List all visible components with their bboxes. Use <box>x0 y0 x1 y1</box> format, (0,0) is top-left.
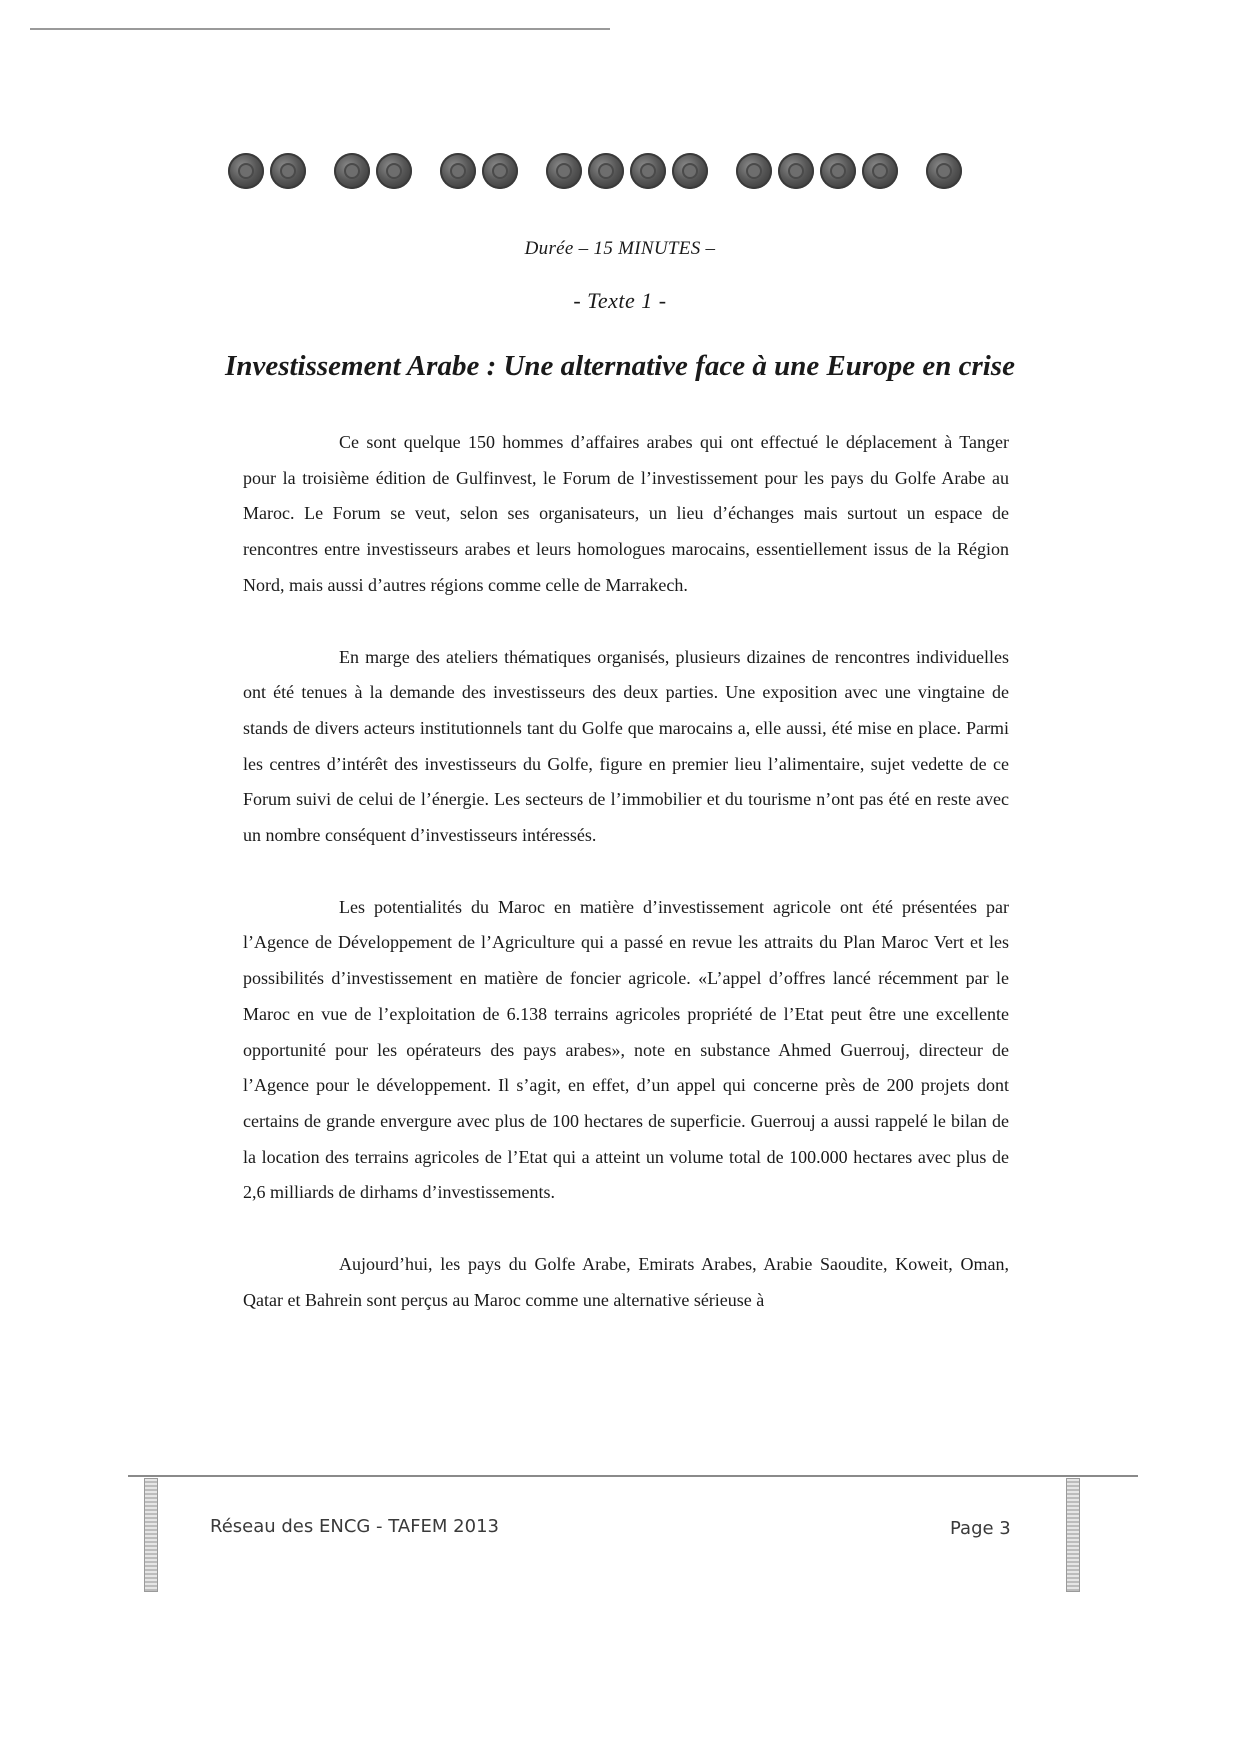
decorative-dot <box>588 153 624 189</box>
decorative-dot <box>376 153 412 189</box>
paragraph: Aujourd’hui, les pays du Golfe Arabe, Emirats Arabes, Arabie Saoudite, Koweit, Oman, Qatar et Bahrein sont perçus au Maroc comme une alternative sérieuse à <box>243 1254 1009 1310</box>
decorative-dot-row <box>228 150 1008 192</box>
footer-right-bar <box>1066 1478 1080 1592</box>
top-rule <box>30 28 610 30</box>
decorative-dot <box>270 153 306 189</box>
decorative-dot <box>672 153 708 189</box>
decorative-dot <box>820 153 856 189</box>
decorative-dot <box>862 153 898 189</box>
document-title: Investissement Arabe : Une alternative face à une Europe en crise <box>225 350 1015 382</box>
decorative-dot <box>334 153 370 189</box>
footer-rule <box>128 1475 1138 1477</box>
paragraph: Ce sont quelque 150 hommes d’affaires arabes qui ont effectué le déplacement à Tanger pour la troisième édition de Gulfinvest, le Forum de l’investissement pour les pays du Golfe Arabe au Maroc. Le Forum se veut, selon ses organisateurs, un lieu d’échanges mais surtout un espace de rencontres entre investisseurs arabes et leurs homologues marocains, essentiellement issus de la Région Nord, mais aussi d’autres régions comme celle de Marrakech. <box>243 432 1009 595</box>
page-number: Page 3 <box>950 1518 1011 1539</box>
body-text <box>243 425 1009 1354</box>
paragraph: Les potentialités du Maroc en matière d’investissement agricole ont été présentées par l’Agence de Développement de l’Agriculture qui a passé en revue les attraits du Plan Maroc Vert et les possibilités d’investissement en matière de foncier agricole. «L’appel d’offres lancé récemment par le Maroc en vue de l’exploitation de 6.138 terrains agricoles propriété de l’Etat peut être une excellente opportunité pour les opérateurs des pays arabes», note en substance Ahmed Guerrouj, directeur de l’Agence pour le développement. Il s’agit, en effet, d’un appel qui concerne près de 200 projets dont certains de grande envergure avec plus de 100 hectares de superficie. Guerrouj a aussi rappelé le bilan de la location des terrains agricoles de l’Etat qui a atteint un volume total de 100.000 hectares avec plus de 2,6 milliards de dirhams d’investissements. <box>243 896 1009 1203</box>
text-number-label: - Texte 1 - <box>573 288 667 313</box>
duration-label: Durée – 15 MINUTES – <box>524 238 716 259</box>
decorative-dot <box>546 153 582 189</box>
decorative-dot <box>630 153 666 189</box>
decorative-dot <box>778 153 814 189</box>
decorative-dot <box>482 153 518 189</box>
decorative-dot <box>926 153 962 189</box>
decorative-dot <box>736 153 772 189</box>
decorative-dot <box>228 153 264 189</box>
footer-source: Réseau des ENCG - TAFEM 2013 <box>210 1516 499 1537</box>
footer-left-bar <box>144 1478 158 1592</box>
decorative-dot <box>440 153 476 189</box>
paragraph: En marge des ateliers thématiques organisés, plusieurs dizaines de rencontres individuelles ont été tenues à la demande des investisseurs des deux parties. Une exposition avec une vingtaine de stands de divers acteurs institutionnels tant du Golfe que marocains a, elle aussi, été mise en place. Parmi les centres d’intérêt des investisseurs du Golfe, figure en premier lieu l’alimentaire, sujet vedette de ce Forum suivi de celui de l’énergie. Les secteurs de l’immobilier et du tourisme n’ont pas été en reste avec un nombre conséquent d’investisseurs intéressés. <box>243 646 1009 846</box>
